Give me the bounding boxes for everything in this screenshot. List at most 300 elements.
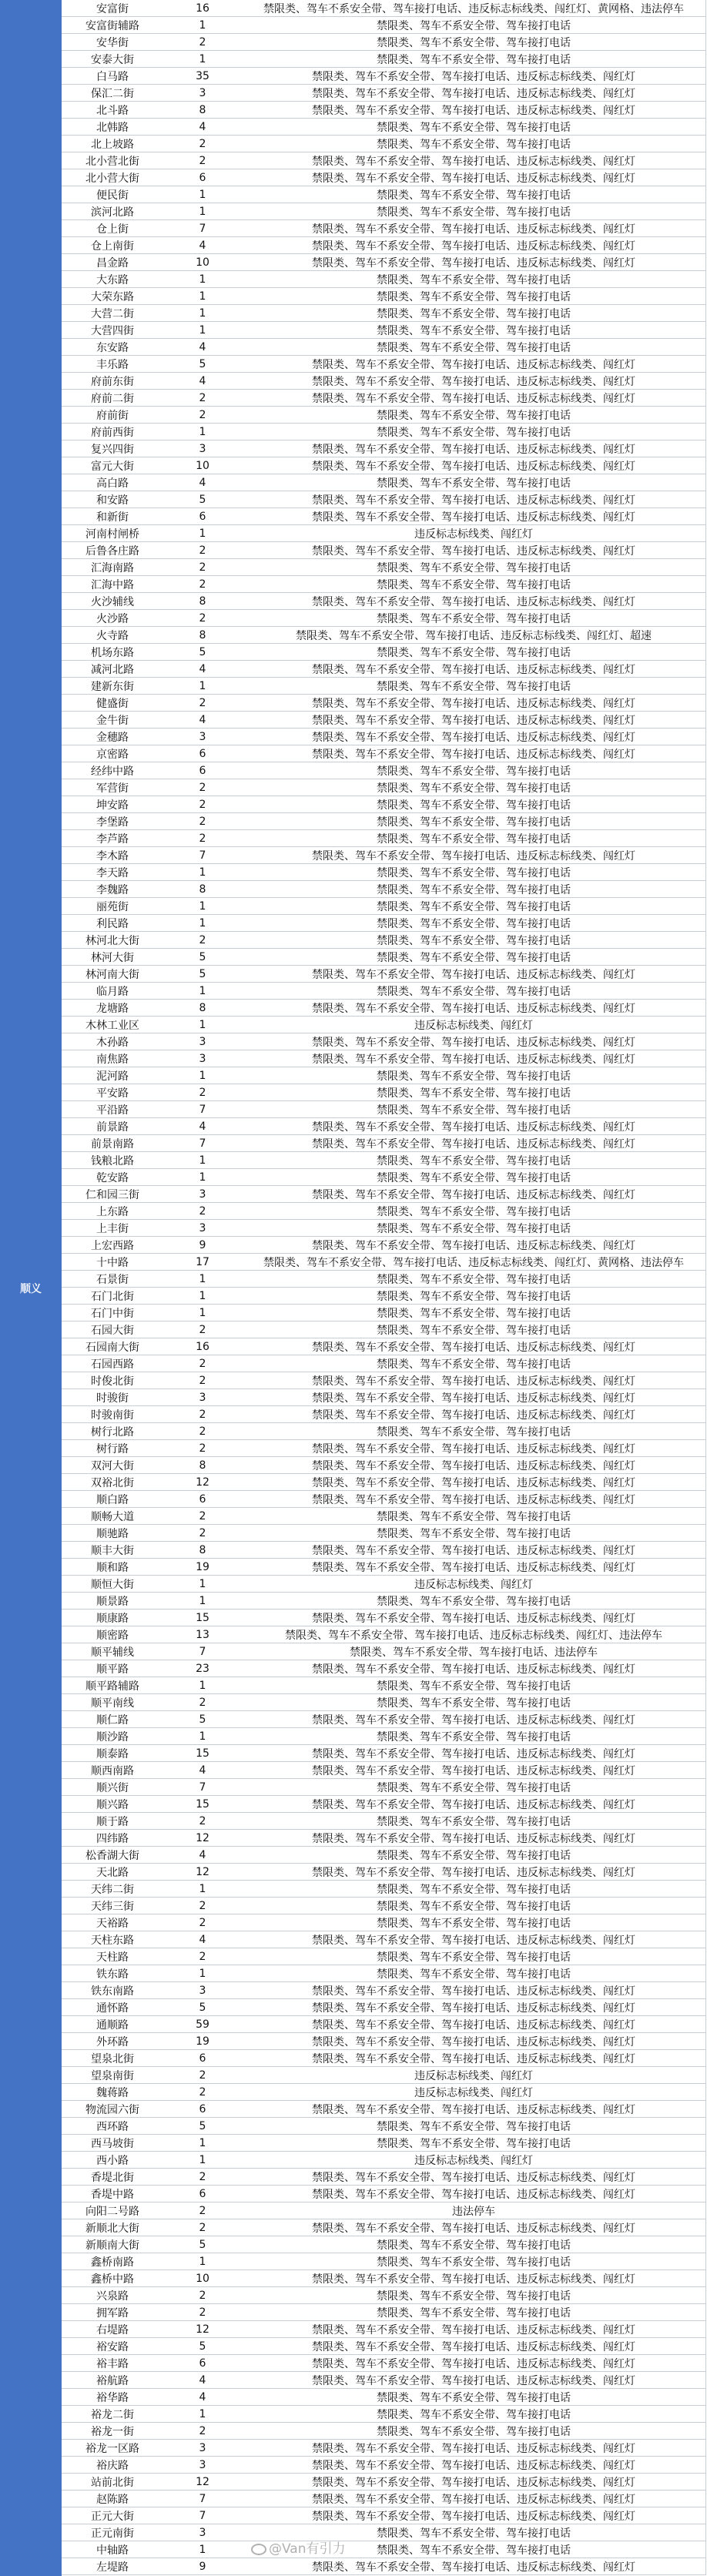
road-name-cell: 顺西南路 [91,1764,134,1777]
violation-types-cell: 禁限类、驾车不系安全带、驾车接打电话、违反标志标线类、闯红灯 [312,714,635,727]
violation-types-cell: 禁限类、驾车不系安全带、驾车接打电话、违反标志标线类、闯红灯 [312,663,635,676]
road-name-cell: 南焦路 [96,1053,129,1066]
count-cell: 2 [199,391,206,404]
road-name-cell: 大荣东路 [91,290,134,303]
violation-types-cell: 违反标志标线类、闯红灯 [414,2069,533,2082]
table-row [62,796,705,813]
count-cell: 3 [199,1391,206,1404]
road-name-cell: 裕龙一街 [91,2425,134,2438]
count-cell: 23 [196,1662,209,1675]
count-cell: 2 [199,1374,206,1387]
table-row [62,1305,705,1321]
count-cell: 6 [199,510,206,523]
road-name-cell: 安华街 [96,36,129,49]
road-name-cell: 便民街 [96,189,129,202]
table-row [62,1542,705,1559]
count-cell: 4 [199,374,206,387]
violation-types-cell: 禁限类、驾车不系安全带、驾车接打电话 [377,934,571,947]
table-row [62,1220,705,1237]
count-cell: 13 [196,1628,209,1641]
district-cell [0,0,62,2576]
violation-types-cell: 禁限类、驾车不系安全带、驾车接打电话 [377,1951,571,1964]
table-row [62,2067,705,2084]
violation-types-cell: 禁限类、驾车不系安全带、驾车接打电话、违反标志标线类、闯红灯 [312,70,635,83]
count-cell: 3 [199,442,206,455]
count-cell: 5 [199,645,206,658]
violation-types-cell: 违反标志标线类、闯红灯 [414,528,533,541]
road-name-cell: 林河南大街 [85,968,139,981]
table-row [62,745,705,762]
weibo-logo-icon [251,2544,266,2555]
road-name-cell: 仓上南街 [91,240,134,253]
count-cell: 12 [196,2475,209,2488]
count-cell: 4 [199,2390,206,2403]
road-name-cell: 赵陈路 [96,2493,129,2506]
road-name-cell: 顺和路 [96,1561,129,1574]
table-row [62,2440,705,2457]
violation-types-cell: 禁限类、驾车不系安全带、驾车接打电话、违反标志标线类、闯红灯 [312,1442,635,1455]
count-cell: 15 [196,1797,209,1811]
count-cell: 2 [199,408,206,421]
count-cell: 7 [199,2492,206,2505]
road-name-cell: 前景路 [96,1121,129,1134]
road-name-cell: 府前东街 [91,375,134,388]
violation-types-cell: 禁限类、驾车不系安全带、驾车接打电话 [377,917,571,930]
violation-types-cell: 禁限类、驾车不系安全带、驾车接打电话 [377,900,571,913]
count-cell: 2 [199,1086,206,1099]
violation-types-cell: 禁限类、驾车不系安全带、驾车接打电话 [377,2408,571,2421]
road-name-cell: 安泰大街 [91,53,134,66]
table-row [62,1999,705,2016]
violation-types-cell: 禁限类、驾车不系安全带、驾车接打电话 [377,883,571,896]
road-name-cell: 顺白路 [96,1493,129,1506]
table-row [62,457,705,474]
count-cell: 12 [196,1865,209,1878]
count-cell: 2 [199,1814,206,1827]
violation-types-cell: 禁限类、驾车不系安全带、驾车接打电话、违反标志标线类、闯红灯 [312,1713,635,1727]
road-name-cell: 天北路 [96,1866,129,1879]
count-cell: 59 [196,2018,209,2031]
count-cell: 6 [199,2052,206,2065]
table-row [62,17,705,34]
violation-types-cell: 禁限类、驾车不系安全带、驾车接打电话 [377,324,571,337]
table-row [62,2033,705,2050]
count-cell: 4 [199,662,206,675]
count-cell: 6 [199,747,206,760]
table-row [62,2050,705,2067]
table-row [62,559,705,576]
count-cell: 2 [199,1204,206,1218]
violation-types-cell: 禁限类、驾车不系安全带、驾车接打电话 [377,2391,571,2404]
violation-types-cell: 禁限类、驾车不系安全带、驾车接打电话 [377,2425,571,2438]
road-name-cell: 汇海南路 [91,561,134,574]
table-row [62,203,705,220]
road-name-cell: 高白路 [96,477,129,490]
road-name-cell: 火沙辅线 [91,595,134,608]
violation-types-cell: 禁限类、驾车不系安全带、驾车接打电话 [377,138,571,151]
road-name-cell: 鑫桥中路 [91,2273,134,2286]
count-cell: 16 [196,2,209,15]
violation-types-cell: 禁限类、驾车不系安全带、驾车接打电话 [377,2306,571,2320]
violation-types-cell: 禁限类、驾车不系安全带、驾车接打电话 [377,307,571,320]
count-cell: 2 [199,561,206,574]
road-name-cell: 上丰街 [96,1222,129,1235]
table-row [62,2457,705,2474]
table-row [62,1372,705,1389]
table-row [62,661,705,678]
district-label: 顺义 [20,1282,42,1295]
road-name-cell: 鑫桥南路 [91,2256,134,2269]
road-name-cell: 裕安路 [96,2340,129,2353]
table-row [62,1813,705,1830]
violation-types-cell: 禁限类、驾车不系安全带、驾车接打电话 [377,1104,571,1117]
count-cell: 7 [199,1780,206,1794]
violation-types-cell: 禁限类、驾车不系安全带、驾车接打电话、违反标志标线类、闯红灯 [312,256,635,270]
violation-types-cell: 禁限类、驾车不系安全带、驾车接打电话、违反标志标线类、闯红灯 [312,1747,635,1760]
table-row [62,915,705,932]
road-name-cell: 丽苑街 [96,900,129,913]
count-cell: 10 [196,459,209,472]
table-row [62,1762,705,1779]
road-name-cell: 顺兴街 [96,1781,129,1794]
road-name-cell: 新顺北大街 [85,2222,139,2235]
count-cell: 16 [196,1340,209,1353]
violation-types-cell: 禁限类、驾车不系安全带、驾车接打电话 [377,1205,571,1218]
violation-types-cell: 禁限类、驾车不系安全带、驾车接打电话、违反标志标线类、闯红灯 [312,2171,635,2184]
count-cell: 15 [196,1747,209,1760]
count-cell: 1 [199,290,206,303]
table-row [62,762,705,779]
violation-types-cell: 禁限类、驾车不系安全带、驾车接打电话、违反标志标线类、闯红灯 [312,1561,635,1574]
count-cell: 1 [199,916,206,930]
road-name-cell: 滨河北路 [91,206,134,219]
count-cell: 2 [199,1425,206,1438]
violation-types-cell: 禁限类、驾车不系安全带、驾车接打电话、违反标志标线类、闯红灯、违法停车 [285,1629,662,1642]
table-row [62,1101,705,1118]
table-row [62,2270,705,2287]
count-cell: 2 [199,578,206,591]
violation-types-cell: 禁限类、驾车不系安全带、驾车接打电话、违反标志标线类、闯红灯 [312,1341,635,1354]
road-name-cell: 天裕路 [96,1917,129,1930]
road-name-cell: 京密路 [96,748,129,761]
violation-types-cell: 禁限类、驾车不系安全带、驾车接打电话 [377,426,571,439]
table-row [62,102,705,119]
road-name-cell: 上宏西路 [91,1239,134,1252]
road-name-cell: 顺丰大街 [91,1544,134,1557]
violation-types-cell: 禁限类、驾车不系安全带、驾车接打电话 [377,646,571,659]
table-row [62,1118,705,1135]
violation-types-cell: 禁限类、驾车不系安全带、驾车接打电话 [377,1070,571,1083]
count-cell: 1 [199,188,206,201]
violation-types-cell: 禁限类、驾车不系安全带、驾车接打电话、违反标志标线类、闯红灯 [312,392,635,405]
table-row [62,949,705,966]
violation-types-cell: 禁限类、驾车不系安全带、驾车接打电话 [377,799,571,812]
table-row [62,1457,705,1474]
road-name-cell: 顺畅大道 [91,1510,134,1523]
violation-types-cell: 禁限类、驾车不系安全带、驾车接打电话、违反标志标线类、闯红灯、黄网格、违法停车 [263,2,684,15]
road-name-cell: 木林工业区 [85,1019,139,1032]
violation-types-cell: 禁限类、驾车不系安全带、驾车接打电话、违反标志标线类、闯红灯 [312,2493,635,2506]
count-cell: 3 [199,2441,206,2454]
table-row [62,1254,705,1271]
road-name-cell: 顺兴路 [96,1798,129,1811]
violation-types-cell: 禁限类、驾车不系安全带、驾车接打电话 [377,680,571,693]
road-name-cell: 石景街 [96,1273,129,1286]
table-row [62,68,705,85]
violation-types-cell: 禁限类、驾车不系安全带、驾车接打电话 [377,341,571,354]
violation-types-cell: 禁限类、驾车不系安全带、驾车接打电话、违反标志标线类、闯红灯 [312,1188,635,1201]
road-name-cell: 铁东南路 [91,1985,134,1998]
count-cell: 2 [199,154,206,167]
table-row [62,339,705,356]
road-name-cell: 石门北街 [91,1290,134,1303]
count-cell: 5 [199,2340,206,2353]
table-row [62,2372,705,2389]
table-row [62,1626,705,1643]
road-name-cell: 铁东路 [96,1968,129,1981]
count-cell: 1 [199,1882,206,1895]
road-name-cell: 时俊北街 [91,1375,134,1388]
table-row [62,2558,705,2575]
violation-types-cell: 禁限类、驾车不系安全带、驾车接打电话 [377,1730,571,1744]
table-row [62,322,705,339]
road-name-cell: 丰乐路 [96,358,129,371]
violation-types-cell: 禁限类、驾车不系安全带、驾车接打电话、违反标志标线类、闯红灯 [312,1866,635,1879]
violation-types-cell: 违反标志标线类、闯红灯 [414,2086,533,2099]
road-name-cell: 顺平路辅路 [85,1680,139,1693]
count-cell: 5 [199,2001,206,2014]
count-cell: 12 [196,1476,209,1489]
count-cell: 3 [199,2458,206,2471]
violation-types-cell: 禁限类、驾车不系安全带、驾车接打电话 [377,477,571,490]
count-cell: 1 [199,1289,206,1302]
count-cell: 2 [199,1509,206,1522]
count-cell: 1 [199,1069,206,1082]
count-cell: 1 [199,1679,206,1692]
violation-types-cell: 禁限类、驾车不系安全带、驾车接打电话、违反标志标线类、闯红灯 [312,1121,635,1134]
violation-types-cell: 禁限类、驾车不系安全带、驾车接打电话、违反标志标线类、闯红灯 [312,104,635,117]
table-row [62,220,705,237]
table-row [62,678,705,695]
road-name-cell: 火沙路 [96,612,129,625]
road-name-cell: 金牛街 [96,714,129,727]
road-name-cell: 钱粮北路 [91,1154,134,1167]
table-row [62,983,705,1000]
violation-types-cell: 禁限类、驾车不系安全带、驾车接打电话 [377,832,571,846]
count-cell: 2 [199,2069,206,2082]
table-row [62,1711,705,1728]
table-row [62,2186,705,2202]
table-row [62,1982,705,1999]
table-row [62,373,705,390]
table-row [62,2389,705,2406]
road-name-cell: 望泉南街 [91,2069,134,2082]
table-row [62,1948,705,1965]
count-cell: 2 [199,137,206,150]
violation-types-cell: 禁限类、驾车不系安全带、驾车接打电话 [377,866,571,879]
table-row [62,1186,705,1203]
road-name-cell: 北韩路 [96,121,129,134]
count-cell: 1 [199,2543,206,2556]
violation-types-cell: 禁限类、驾车不系安全带、驾车接打电话 [377,1324,571,1337]
count-cell: 1 [199,1272,206,1285]
table-row [62,966,705,983]
table-row [62,1000,705,1017]
violation-types-cell: 禁限类、驾车不系安全带、驾车接打电话 [377,2544,571,2557]
road-name-cell: 乾安路 [96,1171,129,1184]
road-name-cell: 北小营大街 [85,172,139,185]
road-name-cell: 金穗路 [96,731,129,744]
count-cell: 2 [199,781,206,794]
violation-types-cell: 禁限类、驾车不系安全带、驾车接打电话、违反标志标线类、闯红灯 [312,511,635,524]
table-row [62,2355,705,2372]
table-row [62,390,705,407]
count-cell: 3 [199,730,206,743]
table-row [62,1389,705,1406]
table-row [62,1965,705,1982]
violations-table [62,0,706,2575]
road-name-cell: 石园西路 [91,1358,134,1371]
table-row [62,729,705,745]
table-row [62,271,705,288]
table-row [62,1643,705,1660]
count-cell: 3 [199,1188,206,1201]
count-cell: 2 [199,2170,206,2183]
table-row [62,1576,705,1593]
road-name-cell: 和新街 [96,511,129,524]
violation-types-cell: 禁限类、驾车不系安全带、驾车接打电话、违反标志标线类、闯红灯 [312,748,635,761]
road-name-cell: 林河北大街 [85,934,139,947]
count-cell: 2 [199,544,206,557]
road-name-cell: 天柱东路 [91,1934,134,1947]
table-row [62,2253,705,2270]
table-row [62,119,705,136]
violation-types-cell: 禁限类、驾车不系安全带、驾车接打电话 [377,1968,571,1981]
violation-types-cell: 禁限类、驾车不系安全带、驾车接打电话 [377,409,571,422]
count-cell: 7 [199,1645,206,1658]
count-cell: 1 [199,1730,206,1743]
violation-types-cell: 禁限类、驾车不系安全带、驾车接打电话、违反标志标线类、闯红灯 [312,2510,635,2523]
count-cell: 19 [196,2035,209,2048]
table-row [62,1508,705,1525]
violation-types-cell: 禁限类、驾车不系安全带、驾车接打电话 [377,1849,571,1862]
count-cell: 5 [199,2119,206,2132]
violation-types-cell: 禁限类、驾车不系安全带、驾车接打电话 [377,1781,571,1794]
table-row [62,1152,705,1169]
count-cell: 1 [199,1018,206,1031]
table-row [62,1593,705,1610]
count-cell: 3 [199,1221,206,1234]
road-name-cell: 树行北路 [91,1425,134,1439]
count-cell: 4 [199,1764,206,1777]
road-name-cell: 裕龙一区路 [85,2442,139,2455]
road-name-cell: 时骏街 [96,1392,129,1405]
table-row [62,1338,705,1355]
violation-types-cell: 禁限类、驾车不系安全带、驾车接打电话 [377,951,571,964]
road-name-cell: 上东路 [96,1205,129,1218]
violation-types-cell: 禁限类、驾车不系安全带、驾车接打电话、违反标志标线类、闯红灯 [312,1612,635,1625]
violation-types-cell: 禁限类、驾车不系安全带、驾车接打电话 [377,19,571,32]
road-name-cell: 火寺路 [96,629,129,642]
road-name-cell: 府前二街 [91,392,134,405]
table-row [62,2101,705,2118]
table-row [62,2474,705,2491]
count-cell: 1 [199,679,206,692]
violation-types-cell: 禁限类、驾车不系安全带、驾车接打电话、违反标志标线类、闯红灯 [312,544,635,558]
violation-types-cell: 违反标志标线类、闯红灯 [414,1019,533,1032]
count-cell: 2 [199,2221,206,2234]
count-cell: 6 [199,171,206,184]
violation-types-cell: 禁限类、驾车不系安全带、驾车接打电话 [377,1697,571,1710]
table-row [62,2423,705,2440]
violation-types-cell: 禁限类、驾车不系安全带、驾车接打电话 [377,2239,571,2252]
road-name-cell: 李木路 [96,849,129,863]
count-cell: 8 [199,883,206,896]
table-row [62,610,705,627]
violation-types-cell: 禁限类、驾车不系安全带、驾车接打电话、违反标志标线类、闯红灯 [312,849,635,863]
road-name-cell: 和安路 [96,494,129,507]
count-cell: 12 [196,1831,209,1844]
count-cell: 6 [199,2102,206,2115]
violation-types-cell: 禁限类、驾车不系安全带、驾车接打电话 [377,1087,571,1100]
table-row [62,1440,705,1457]
road-name-cell: 大营二街 [91,307,134,320]
road-name-cell: 拥军路 [96,2306,129,2320]
table-row [62,136,705,152]
table-row [62,830,705,847]
violation-types-cell: 禁限类、驾车不系安全带、驾车接打电话、违反标志标线类、闯红灯 [312,494,635,507]
table-row [62,2135,705,2152]
count-cell: 1 [199,899,206,913]
violation-types-cell: 禁限类、驾车不系安全带、驾车接打电话 [377,2137,571,2150]
table-row [62,407,705,424]
count-cell: 10 [196,2272,209,2285]
count-cell: 4 [199,239,206,252]
table-row [62,2541,705,2558]
table-row [62,0,705,17]
table-row [62,576,705,593]
road-name-cell: 顺康路 [96,1612,129,1625]
table-row [62,1559,705,1576]
violation-types-cell: 禁限类、驾车不系安全带、驾车接打电话 [377,985,571,998]
count-cell: 8 [199,1459,206,1472]
table-row [62,186,705,203]
violation-types-cell: 禁限类、驾车不系安全带、驾车接打电话、违反标志标线类、闯红灯 [312,443,635,456]
count-cell: 4 [199,1933,206,1946]
table-row [62,2287,705,2304]
table-row [62,305,705,322]
count-cell: 3 [199,2526,206,2539]
table-row [62,2152,705,2169]
table-row [62,254,705,271]
table-row [62,356,705,373]
table-row [62,881,705,898]
road-name-cell: 魏蒋路 [96,2086,129,2099]
count-cell: 1 [199,866,206,879]
table-row [62,847,705,864]
road-name-cell: 李天路 [96,866,129,879]
watermark-text: @Van有引力 [269,2541,346,2557]
road-name-cell: 仁和园三街 [85,1188,139,1201]
road-name-cell: 健盛街 [96,697,129,710]
count-cell: 2 [199,2424,206,2437]
road-name-cell: 新顺南大街 [85,2239,139,2252]
road-name-cell: 富元大街 [91,460,134,473]
table-row [62,2219,705,2236]
table-row [62,1728,705,1745]
road-name-cell: 复兴四街 [91,443,134,456]
road-name-cell: 减河北路 [91,663,134,676]
